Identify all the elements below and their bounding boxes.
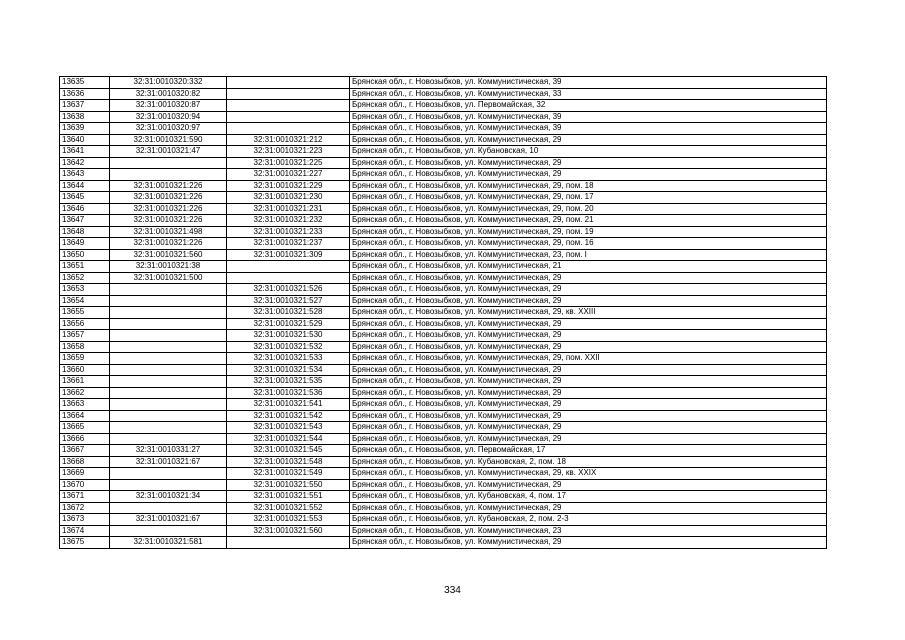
- address-cell: Брянская обл., г. Новозыбков, ул. Коммунистическая, 39: [350, 111, 827, 123]
- table-row: [60, 88, 827, 100]
- object-cadastral-number-cell: [227, 88, 350, 100]
- record-number-cell: 13668: [60, 456, 110, 468]
- cadastral-number-cell: [110, 330, 227, 342]
- object-cadastral-number-cell: 32:31:0010321:212: [227, 134, 350, 146]
- object-cadastral-number-cell: 32:31:0010321:535: [227, 376, 350, 388]
- address-cell: Брянская обл., г. Новозыбков, ул. Коммунистическая, 29: [350, 318, 827, 330]
- cadastral-number-cell: [110, 502, 227, 514]
- address-cell: Брянская обл., г. Новозыбков, ул. Коммунистическая, 29, пом. 16: [350, 238, 827, 250]
- address-cell: Брянская обл., г. Новозыбков, ул. Коммунистическая, 29, пом. 17: [350, 192, 827, 204]
- cadastral-number-cell: [110, 376, 227, 388]
- object-cadastral-number-cell: 32:31:0010321:551: [227, 491, 350, 503]
- cadastral-number-cell: 32:31:0010320:87: [110, 100, 227, 112]
- table-row: [60, 525, 827, 537]
- record-number-cell: 13664: [60, 410, 110, 422]
- cadastral-number-cell: 32:31:0010321:226: [110, 180, 227, 192]
- cadastral-number-cell: 32:31:0010320:97: [110, 123, 227, 135]
- cadastral-number-cell: [110, 318, 227, 330]
- record-number-cell: 13663: [60, 399, 110, 411]
- object-cadastral-number-cell: 32:31:0010321:532: [227, 341, 350, 353]
- cadastral-number-cell: [110, 433, 227, 445]
- object-cadastral-number-cell: 32:31:0010321:543: [227, 422, 350, 434]
- object-cadastral-number-cell: 32:31:0010321:225: [227, 157, 350, 169]
- table-row: [60, 318, 827, 330]
- cadastral-number-cell: [110, 399, 227, 411]
- record-number-cell: 13666: [60, 433, 110, 445]
- record-number-cell: 13673: [60, 514, 110, 526]
- object-cadastral-number-cell: [227, 272, 350, 284]
- cadastral-number-cell: [110, 468, 227, 480]
- table-row: [60, 284, 827, 296]
- table-row: [60, 146, 827, 158]
- record-number-cell: 13653: [60, 284, 110, 296]
- address-cell: Брянская обл., г. Новозыбков, ул. Кубановская, 4, пом. 17: [350, 491, 827, 503]
- table-row: [60, 445, 827, 457]
- table-row: [60, 399, 827, 411]
- record-number-cell: 13650: [60, 249, 110, 261]
- object-cadastral-number-cell: 32:31:0010321:231: [227, 203, 350, 215]
- object-cadastral-number-cell: 32:31:0010321:233: [227, 226, 350, 238]
- object-cadastral-number-cell: 32:31:0010321:529: [227, 318, 350, 330]
- cadastral-number-cell: 32:31:0010321:500: [110, 272, 227, 284]
- table-row: [60, 376, 827, 388]
- address-cell: Брянская обл., г. Новозыбков, ул. Коммунистическая, 29: [350, 295, 827, 307]
- address-cell: Брянская обл., г. Новозыбков, ул. Кубановская, 10: [350, 146, 827, 158]
- address-cell: Брянская обл., г. Новозыбков, ул. Коммунистическая, 29, пом. 20: [350, 203, 827, 215]
- register-table-body: [60, 77, 827, 549]
- address-cell: Брянская обл., г. Новозыбков, ул. Коммунистическая, 29, кв. XXIII: [350, 307, 827, 319]
- record-number-cell: 13639: [60, 123, 110, 135]
- table-row: [60, 226, 827, 238]
- address-cell: Брянская обл., г. Новозыбков, ул. Коммунистическая, 29, пом. XXII: [350, 353, 827, 365]
- address-cell: Брянская обл., г. Новозыбков, ул. Коммунистическая, 29: [350, 376, 827, 388]
- table-row: [60, 100, 827, 112]
- address-cell: Брянская обл., г. Новозыбков, ул. Коммунистическая, 29: [350, 134, 827, 146]
- address-cell: Брянская обл., г. Новозыбков, ул. Коммунистическая, 29: [350, 157, 827, 169]
- cadastral-number-cell: [110, 422, 227, 434]
- object-cadastral-number-cell: 32:31:0010321:227: [227, 169, 350, 181]
- object-cadastral-number-cell: 32:31:0010321:549: [227, 468, 350, 480]
- address-cell: Брянская обл., г. Новозыбков, ул. Коммунистическая, 29: [350, 272, 827, 284]
- cadastral-number-cell: 32:31:0010321:67: [110, 514, 227, 526]
- record-number-cell: 13658: [60, 341, 110, 353]
- cadastral-number-cell: 32:31:0010321:226: [110, 215, 227, 227]
- record-number-cell: 13654: [60, 295, 110, 307]
- address-cell: Брянская обл., г. Новозыбков, ул. Коммунистическая, 29: [350, 410, 827, 422]
- cadastral-number-cell: [110, 353, 227, 365]
- object-cadastral-number-cell: [227, 100, 350, 112]
- cadastral-number-cell: [110, 295, 227, 307]
- address-cell: Брянская обл., г. Новозыбков, ул. Коммунистическая, 29: [350, 422, 827, 434]
- cadastral-number-cell: 32:31:0010321:498: [110, 226, 227, 238]
- cadastral-number-cell: 32:31:0010321:226: [110, 203, 227, 215]
- address-cell: Брянская обл., г. Новозыбков, ул. Коммунистическая, 39: [350, 77, 827, 89]
- address-cell: Брянская обл., г. Новозыбков, ул. Первомайская, 32: [350, 100, 827, 112]
- table-row: [60, 433, 827, 445]
- object-cadastral-number-cell: 32:31:0010321:528: [227, 307, 350, 319]
- table-row: [60, 77, 827, 89]
- record-number-cell: 13642: [60, 157, 110, 169]
- cadastral-number-cell: 32:31:0010321:67: [110, 456, 227, 468]
- cadastral-number-cell: 32:31:0010321:581: [110, 537, 227, 549]
- record-number-cell: 13645: [60, 192, 110, 204]
- table-row: [60, 238, 827, 250]
- object-cadastral-number-cell: 32:31:0010321:541: [227, 399, 350, 411]
- record-number-cell: 13640: [60, 134, 110, 146]
- object-cadastral-number-cell: [227, 111, 350, 123]
- table-row: [60, 261, 827, 273]
- address-cell: Брянская обл., г. Новозыбков, ул. Коммунистическая, 23: [350, 525, 827, 537]
- object-cadastral-number-cell: 32:31:0010321:223: [227, 146, 350, 158]
- address-cell: Брянская обл., г. Новозыбков, ул. Коммунистическая, 29: [350, 284, 827, 296]
- table-row: [60, 123, 827, 135]
- table-row: [60, 307, 827, 319]
- record-number-cell: 13659: [60, 353, 110, 365]
- table-row: [60, 422, 827, 434]
- cadastral-number-cell: [110, 387, 227, 399]
- address-cell: Брянская обл., г. Новозыбков, ул. Коммунистическая, 29: [350, 341, 827, 353]
- record-number-cell: 13651: [60, 261, 110, 273]
- cadastral-number-cell: [110, 157, 227, 169]
- table-row: [60, 341, 827, 353]
- address-cell: Брянская обл., г. Новозыбков, ул. Коммунистическая, 29: [350, 537, 827, 549]
- address-cell: Брянская обл., г. Новозыбков, ул. Коммунистическая, 29, пом. 19: [350, 226, 827, 238]
- record-number-cell: 13670: [60, 479, 110, 491]
- table-row: [60, 537, 827, 549]
- address-cell: Брянская обл., г. Новозыбков, ул. Кубановская, 2, пом. 2-3: [350, 514, 827, 526]
- address-cell: Брянская обл., г. Новозыбков, ул. Коммунистическая, 23, пом. I: [350, 249, 827, 261]
- object-cadastral-number-cell: 32:31:0010321:552: [227, 502, 350, 514]
- object-cadastral-number-cell: 32:31:0010321:544: [227, 433, 350, 445]
- address-cell: Брянская обл., г. Новозыбков, ул. Коммунистическая, 29, пом. 21: [350, 215, 827, 227]
- address-cell: Брянская обл., г. Новозыбков, ул. Коммунистическая, 29: [350, 364, 827, 376]
- record-number-cell: 13643: [60, 169, 110, 181]
- table-row: [60, 215, 827, 227]
- object-cadastral-number-cell: 32:31:0010321:534: [227, 364, 350, 376]
- record-number-cell: 13657: [60, 330, 110, 342]
- record-number-cell: 13660: [60, 364, 110, 376]
- table-row: [60, 157, 827, 169]
- record-number-cell: 13665: [60, 422, 110, 434]
- table-row: [60, 468, 827, 480]
- object-cadastral-number-cell: 32:31:0010321:560: [227, 525, 350, 537]
- object-cadastral-number-cell: 32:31:0010321:550: [227, 479, 350, 491]
- address-cell: Брянская обл., г. Новозыбков, ул. Коммунистическая, 39: [350, 123, 827, 135]
- table-row: [60, 387, 827, 399]
- address-cell: Брянская обл., г. Новозыбков, ул. Коммунистическая, 29: [350, 330, 827, 342]
- table-row: [60, 353, 827, 365]
- cadastral-number-cell: 32:31:0010321:34: [110, 491, 227, 503]
- cadastral-number-cell: 32:31:0010321:226: [110, 238, 227, 250]
- address-cell: Брянская обл., г. Новозыбков, ул. Коммунистическая, 29: [350, 169, 827, 181]
- record-number-cell: 13661: [60, 376, 110, 388]
- address-cell: Брянская обл., г. Новозыбков, ул. Коммунистическая, 21: [350, 261, 827, 273]
- record-number-cell: 13655: [60, 307, 110, 319]
- record-number-cell: 13669: [60, 468, 110, 480]
- table-row: [60, 514, 827, 526]
- object-cadastral-number-cell: 32:31:0010321:232: [227, 215, 350, 227]
- table-row: [60, 364, 827, 376]
- object-cadastral-number-cell: 32:31:0010321:548: [227, 456, 350, 468]
- object-cadastral-number-cell: [227, 261, 350, 273]
- table-row: [60, 192, 827, 204]
- address-cell: Брянская обл., г. Новозыбков, ул. Кубановская, 2, пом. 18: [350, 456, 827, 468]
- cadastral-number-cell: 32:31:0010321:226: [110, 192, 227, 204]
- table-row: [60, 479, 827, 491]
- object-cadastral-number-cell: [227, 123, 350, 135]
- address-cell: Брянская обл., г. Новозыбков, ул. Коммунистическая, 29: [350, 387, 827, 399]
- record-number-cell: 13656: [60, 318, 110, 330]
- object-cadastral-number-cell: 32:31:0010321:309: [227, 249, 350, 261]
- address-cell: Брянская обл., г. Новозыбков, ул. Коммунистическая, 29: [350, 479, 827, 491]
- address-cell: Брянская обл., г. Новозыбков, ул. Коммунистическая, 29, кв. XXIX: [350, 468, 827, 480]
- record-number-cell: 13647: [60, 215, 110, 227]
- table-row: [60, 249, 827, 261]
- cadastral-number-cell: [110, 479, 227, 491]
- table-row: [60, 295, 827, 307]
- cadastral-number-cell: 32:31:0010321:560: [110, 249, 227, 261]
- record-number-cell: 13641: [60, 146, 110, 158]
- table-row: [60, 180, 827, 192]
- table-row: [60, 272, 827, 284]
- table-row: [60, 456, 827, 468]
- cadastral-number-cell: 32:31:0010320:94: [110, 111, 227, 123]
- record-number-cell: 13644: [60, 180, 110, 192]
- record-number-cell: 13671: [60, 491, 110, 503]
- record-number-cell: 13674: [60, 525, 110, 537]
- object-cadastral-number-cell: 32:31:0010321:229: [227, 180, 350, 192]
- object-cadastral-number-cell: 32:31:0010321:536: [227, 387, 350, 399]
- record-number-cell: 13667: [60, 445, 110, 457]
- table-row: [60, 502, 827, 514]
- record-number-cell: 13636: [60, 88, 110, 100]
- object-cadastral-number-cell: 32:31:0010321:526: [227, 284, 350, 296]
- table-row: [60, 169, 827, 181]
- cadastral-number-cell: 32:31:0010320:332: [110, 77, 227, 89]
- table-row: [60, 410, 827, 422]
- record-number-cell: 13637: [60, 100, 110, 112]
- object-cadastral-number-cell: 32:31:0010321:230: [227, 192, 350, 204]
- record-number-cell: 13648: [60, 226, 110, 238]
- cadastral-number-cell: [110, 307, 227, 319]
- record-number-cell: 13635: [60, 77, 110, 89]
- address-cell: Брянская обл., г. Новозыбков, ул. Коммунистическая, 29, пом. 18: [350, 180, 827, 192]
- page-number: 334: [444, 585, 461, 596]
- object-cadastral-number-cell: [227, 537, 350, 549]
- table-row: [60, 203, 827, 215]
- cadastral-number-cell: [110, 169, 227, 181]
- cadastral-number-cell: 32:31:0010321:590: [110, 134, 227, 146]
- cadastral-number-cell: [110, 410, 227, 422]
- object-cadastral-number-cell: 32:31:0010321:545: [227, 445, 350, 457]
- object-cadastral-number-cell: 32:31:0010321:553: [227, 514, 350, 526]
- cadastral-number-cell: [110, 341, 227, 353]
- cadastral-register-table: [59, 76, 827, 549]
- table-row: [60, 330, 827, 342]
- object-cadastral-number-cell: 32:31:0010321:237: [227, 238, 350, 250]
- address-cell: Брянская обл., г. Новозыбков, ул. Коммунистическая, 29: [350, 399, 827, 411]
- object-cadastral-number-cell: 32:31:0010321:527: [227, 295, 350, 307]
- record-number-cell: 13652: [60, 272, 110, 284]
- record-number-cell: 13675: [60, 537, 110, 549]
- cadastral-number-cell: 32:31:0010321:47: [110, 146, 227, 158]
- address-cell: Брянская обл., г. Новозыбков, ул. Первомайская, 17: [350, 445, 827, 457]
- address-cell: Брянская обл., г. Новозыбков, ул. Коммунистическая, 33: [350, 88, 827, 100]
- cadastral-number-cell: [110, 525, 227, 537]
- cadastral-number-cell: 32:31:0010320:82: [110, 88, 227, 100]
- table-row: [60, 111, 827, 123]
- cadastral-number-cell: [110, 364, 227, 376]
- record-number-cell: 13672: [60, 502, 110, 514]
- cadastral-number-cell: 32:31:0010321:38: [110, 261, 227, 273]
- record-number-cell: 13649: [60, 238, 110, 250]
- record-number-cell: 13638: [60, 111, 110, 123]
- object-cadastral-number-cell: [227, 77, 350, 89]
- table-row: [60, 491, 827, 503]
- address-cell: Брянская обл., г. Новозыбков, ул. Коммунистическая, 29: [350, 433, 827, 445]
- cadastral-number-cell: [110, 284, 227, 296]
- object-cadastral-number-cell: 32:31:0010321:533: [227, 353, 350, 365]
- object-cadastral-number-cell: 32:31:0010321:530: [227, 330, 350, 342]
- object-cadastral-number-cell: 32:31:0010321:542: [227, 410, 350, 422]
- table-row: [60, 134, 827, 146]
- address-cell: Брянская обл., г. Новозыбков, ул. Коммунистическая, 29: [350, 502, 827, 514]
- record-number-cell: 13662: [60, 387, 110, 399]
- cadastral-number-cell: 32:31:0010331:27: [110, 445, 227, 457]
- record-number-cell: 13646: [60, 203, 110, 215]
